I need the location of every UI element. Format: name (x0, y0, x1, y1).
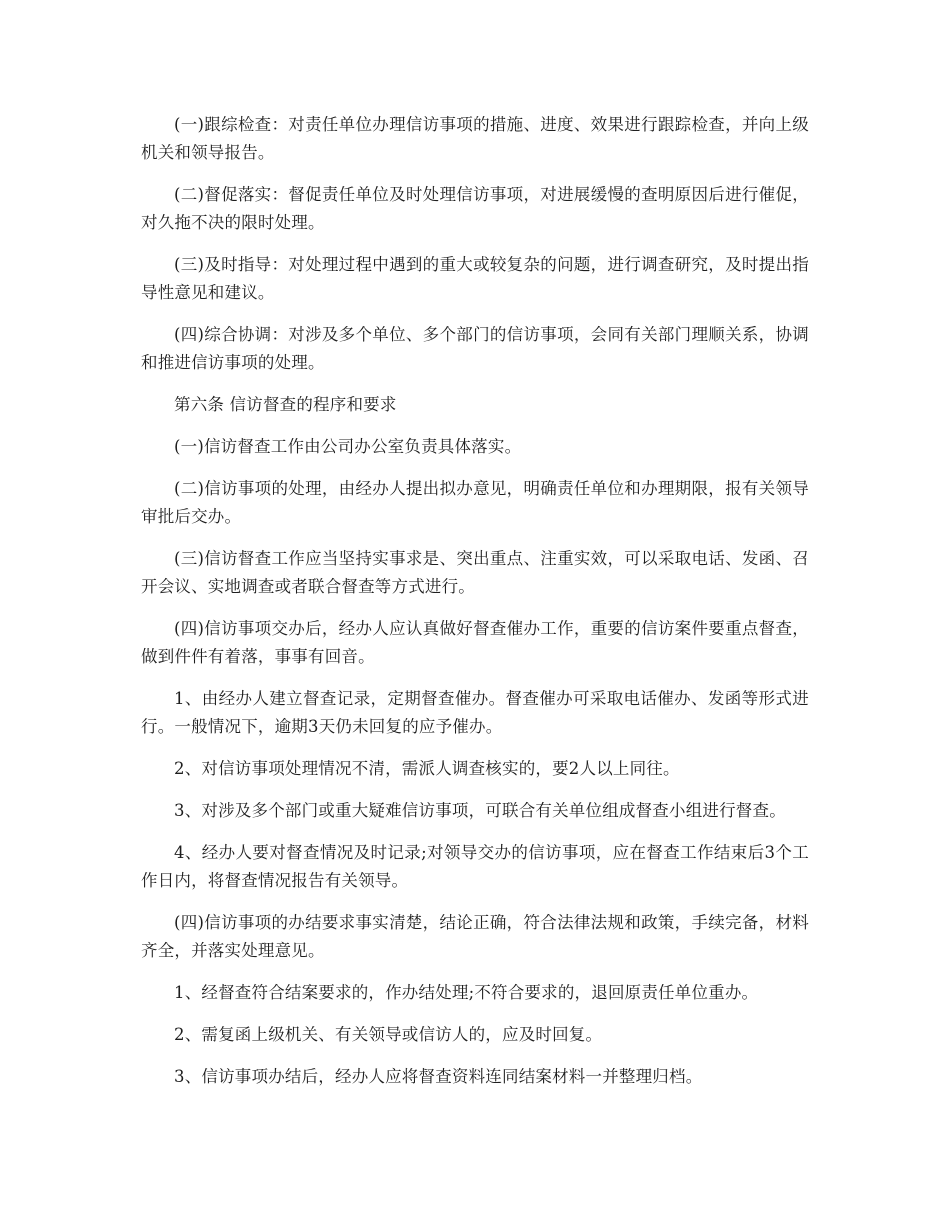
section-heading-article-6: 第六条 信访督查的程序和要求 (174, 395, 397, 414)
document-body (141, 111, 809, 1105)
paragraph-comprehensive-coordination: (四)综合协调：对涉及多个单位、多个部门的信访事项，会同有关部门理顺关系，协调和推进信访事项的处理。 (141, 325, 809, 372)
paragraph-after-assignment: (四)信访事项交办后，经办人应认真做好督查催办工作，重要的信访案件要重点督查，做到件件有着落，事事有回音。 (141, 619, 809, 666)
list-item-supervision-record: 1、由经办人建立督查记录，定期督查催办。督查催办可采取电话催办、发函等形式进行。一般情况下，逾期3天仍未回复的应予催办。 (141, 689, 809, 736)
paragraph-office-responsibility: (一)信访督查工作由公司办公室负责具体落实。 (174, 437, 522, 456)
paragraph-supervision-methods: (三)信访督查工作应当坚持实事求是、突出重点、注重实效，可以采取电话、发函、召开会议、实地调查或者联合督查等方式进行。 (141, 549, 809, 596)
list-item-archiving: 3、信访事项办结后，经办人应将督查资料连同结案材料一并整理归档。 (174, 1067, 703, 1086)
paragraph-timely-guidance: (三)及时指导：对处理过程中遇到的重大或较复杂的问题，进行调查研究，及时提出指导性意见和建议。 (141, 255, 809, 302)
paragraph-tracking-inspection: (一)跟综检查：对责任单位办理信访事项的措施、进度、效果进行跟踪检查，并向上级机关和领导报告。 (141, 115, 809, 162)
list-item-reply: 2、需复函上级机关、有关领导或信访人的，应及时回复。 (174, 1025, 603, 1044)
list-item-record-and-report: 4、经办人要对督查情况及时记录;对领导交办的信访事项，应在督查工作结束后3个工作日内，将督查情况报告有关领导。 (141, 843, 809, 890)
list-item-joint-supervision: 3、对涉及多个部门或重大疑难信访事项，可联合有关单位组成督查小组进行督查。 (174, 801, 786, 820)
paragraph-closing-requirements: (四)信访事项的办结要求事实清楚，结论正确，符合法律法规和政策，手续完备，材料齐全，并落实处理意见。 (141, 913, 809, 960)
list-item-case-closure: 1、经督查符合结案要求的，作办结处理;不符合要求的，退回原责任单位重办。 (174, 983, 759, 1002)
paragraph-supervise-implementation: (二)督促落实：督促责任单位及时处理信访事项，对进展缓慢的查明原因后进行催促，对久拖不决的限时处理。 (141, 185, 809, 232)
paragraph-handling-proposal: (二)信访事项的处理，由经办人提出拟办意见，明确责任单位和办理期限，报有关领导审批后交办。 (141, 479, 809, 526)
list-item-investigation: 2、对信访事项处理情况不清，需派人调查核实的，要2人以上同往。 (174, 759, 680, 778)
